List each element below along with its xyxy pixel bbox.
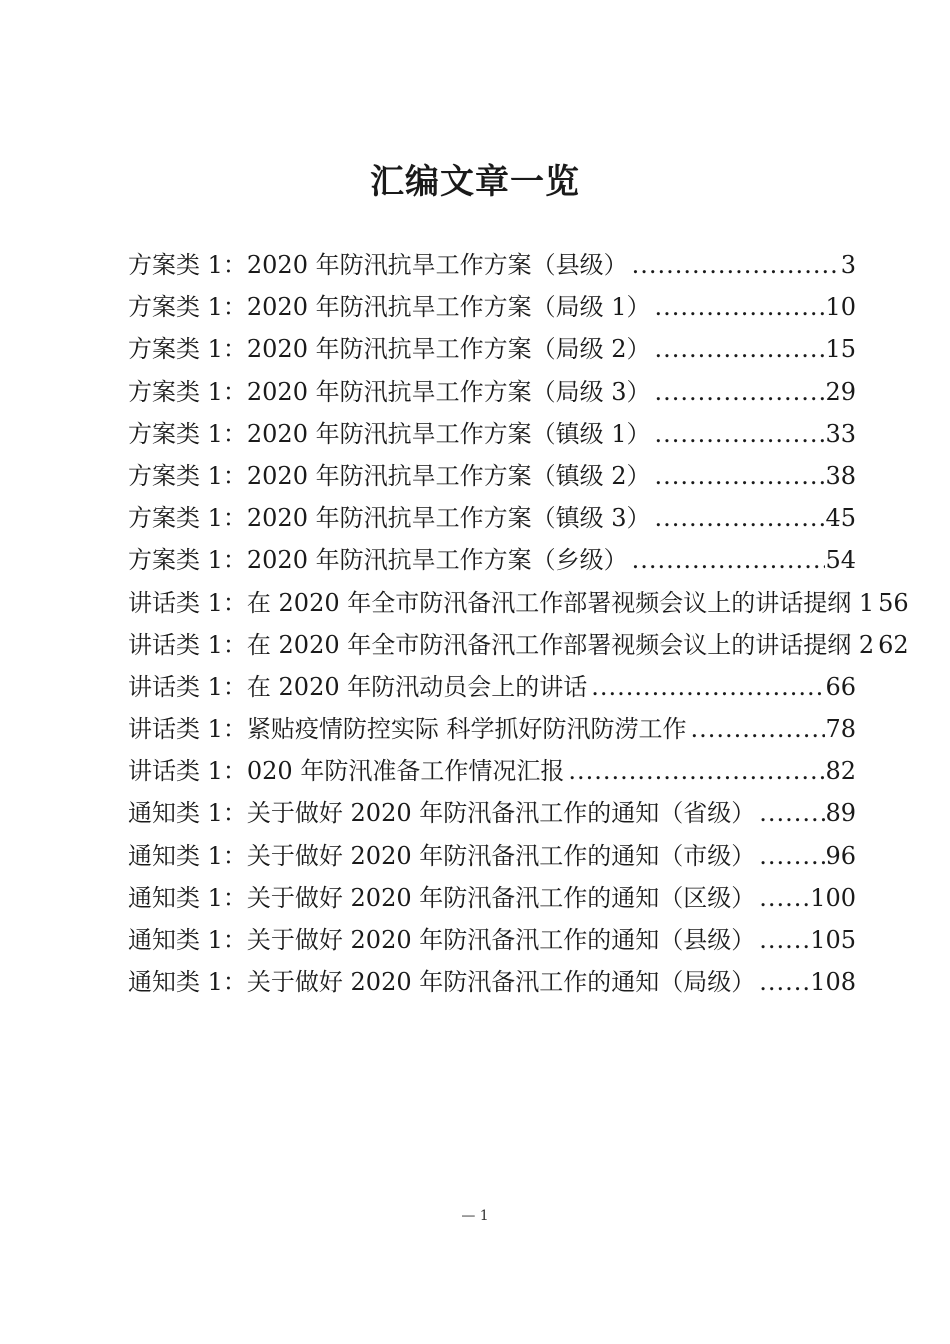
toc-leader-dots [632,244,841,286]
toc-entry-title: 方案类 1：2020 年防汛抗旱工作方案（乡级） [128,546,628,575]
toc-entry-page: 78 [825,715,856,744]
toc-entry-page: 33 [825,419,856,448]
toc-entry-page: 89 [825,799,856,828]
toc-entry-page: 66 [825,672,856,701]
page-title: 汇编文章一览 [370,162,580,202]
toc-entry-page: 10 [825,293,856,322]
toc-entry-title: 通知类 1：关于做好 2020 年防汛备汛工作的通知（省级） [128,799,756,828]
toc-entry-page: 82 [825,757,856,786]
toc-entry-title: 讲话类 1：在 2020 年防汛动员会上的讲话 [128,672,588,701]
toc-entry-title: 通知类 1：关于做好 2020 年防汛备汛工作的通知（县级） [128,926,756,954]
page-number: — 1 [461,1208,489,1224]
toc-entry-page: 108 [810,968,856,997]
toc-entry[interactable] [128,919,856,961]
toc-entry-title: 方案类 1：2020 年防汛抗旱工作方案（县级） [128,251,628,279]
toc-leader-dots [655,455,826,497]
toc-entry[interactable] [128,961,856,1003]
toc-entry[interactable] [128,666,856,708]
toc-entry-page: 29 [825,377,856,406]
toc-leader-dots [655,286,826,328]
toc-entry[interactable] [128,835,856,877]
toc-leader-dots [655,371,826,413]
toc-entry-title: 方案类 1：2020 年防汛抗旱工作方案（镇级 2） [128,461,651,490]
toc-entry-page: 54 [825,546,856,575]
toc-entry-title: 讲话类 1：020 年防汛准备工作情况汇报 [128,757,565,786]
toc-entry[interactable] [128,328,856,370]
toc-entry-page: 105 [810,926,856,954]
toc-entry[interactable] [128,624,909,666]
toc-entry[interactable] [128,582,909,624]
toc-entry-title: 通知类 1：关于做好 2020 年防汛备汛工作的通知（区级） [128,883,756,912]
toc-entry-page: 38 [825,461,856,490]
toc-leader-dots [655,413,826,455]
toc-leader-dots [759,792,825,834]
toc-entry[interactable] [128,792,856,834]
toc-entry[interactable] [128,708,856,750]
toc-entry-title: 通知类 1：关于做好 2020 年防汛备汛工作的通知（市级） [128,841,756,870]
toc-entry[interactable] [128,539,856,581]
toc-entry[interactable] [128,455,856,497]
toc-leader-dots [568,750,825,792]
toc-entry-page: 3 [840,251,856,279]
toc-leader-dots [759,877,810,919]
toc-entry-title: 讲话类 1：在 2020 年全市防汛备汛工作部署视频会议上的讲话提纲 2 [128,630,875,659]
toc-entry-page: 56 [878,588,909,617]
toc-leader-dots [759,835,825,877]
toc-entry[interactable] [128,371,856,413]
toc-entry[interactable] [128,750,856,792]
toc-entry-page: 100 [810,883,856,912]
toc-entry-title: 方案类 1：2020 年防汛抗旱工作方案（局级 2） [128,335,651,364]
toc-entry-title: 方案类 1：2020 年防汛抗旱工作方案（镇级 1） [128,419,651,448]
toc-leader-dots [691,708,826,750]
toc-leader-dots [759,919,810,961]
toc-entry[interactable] [128,413,856,455]
toc-entry-page: 45 [825,504,856,533]
toc-entry-title: 方案类 1：2020 年防汛抗旱工作方案（局级 1） [128,293,651,322]
toc-entry-title: 方案类 1：2020 年防汛抗旱工作方案（镇级 3） [128,504,651,533]
toc-leader-dots [759,961,810,1003]
toc-entry-title: 讲话类 1：在 2020 年全市防汛备汛工作部署视频会议上的讲话提纲 1 [128,588,875,617]
toc-entry[interactable] [128,877,856,919]
toc-leader-dots [632,539,826,581]
toc-entry-page: 15 [825,335,856,364]
toc-entry-page: 62 [878,630,909,659]
toc-entry[interactable] [128,244,856,286]
toc-leader-dots [591,666,825,708]
toc-entry-title: 讲话类 1：紧贴疫情防控实际 科学抓好防汛防涝工作 [128,715,687,744]
toc-entry-title: 方案类 1：2020 年防汛抗旱工作方案（局级 3） [128,377,651,406]
toc-entry-title: 通知类 1：关于做好 2020 年防汛备汛工作的通知（局级） [128,968,756,997]
toc-entry[interactable] [128,286,856,328]
table-of-contents [128,244,909,1003]
toc-entry[interactable] [128,497,856,539]
toc-entry-page: 96 [825,841,856,870]
toc-leader-dots [655,328,826,370]
toc-leader-dots [655,497,826,539]
